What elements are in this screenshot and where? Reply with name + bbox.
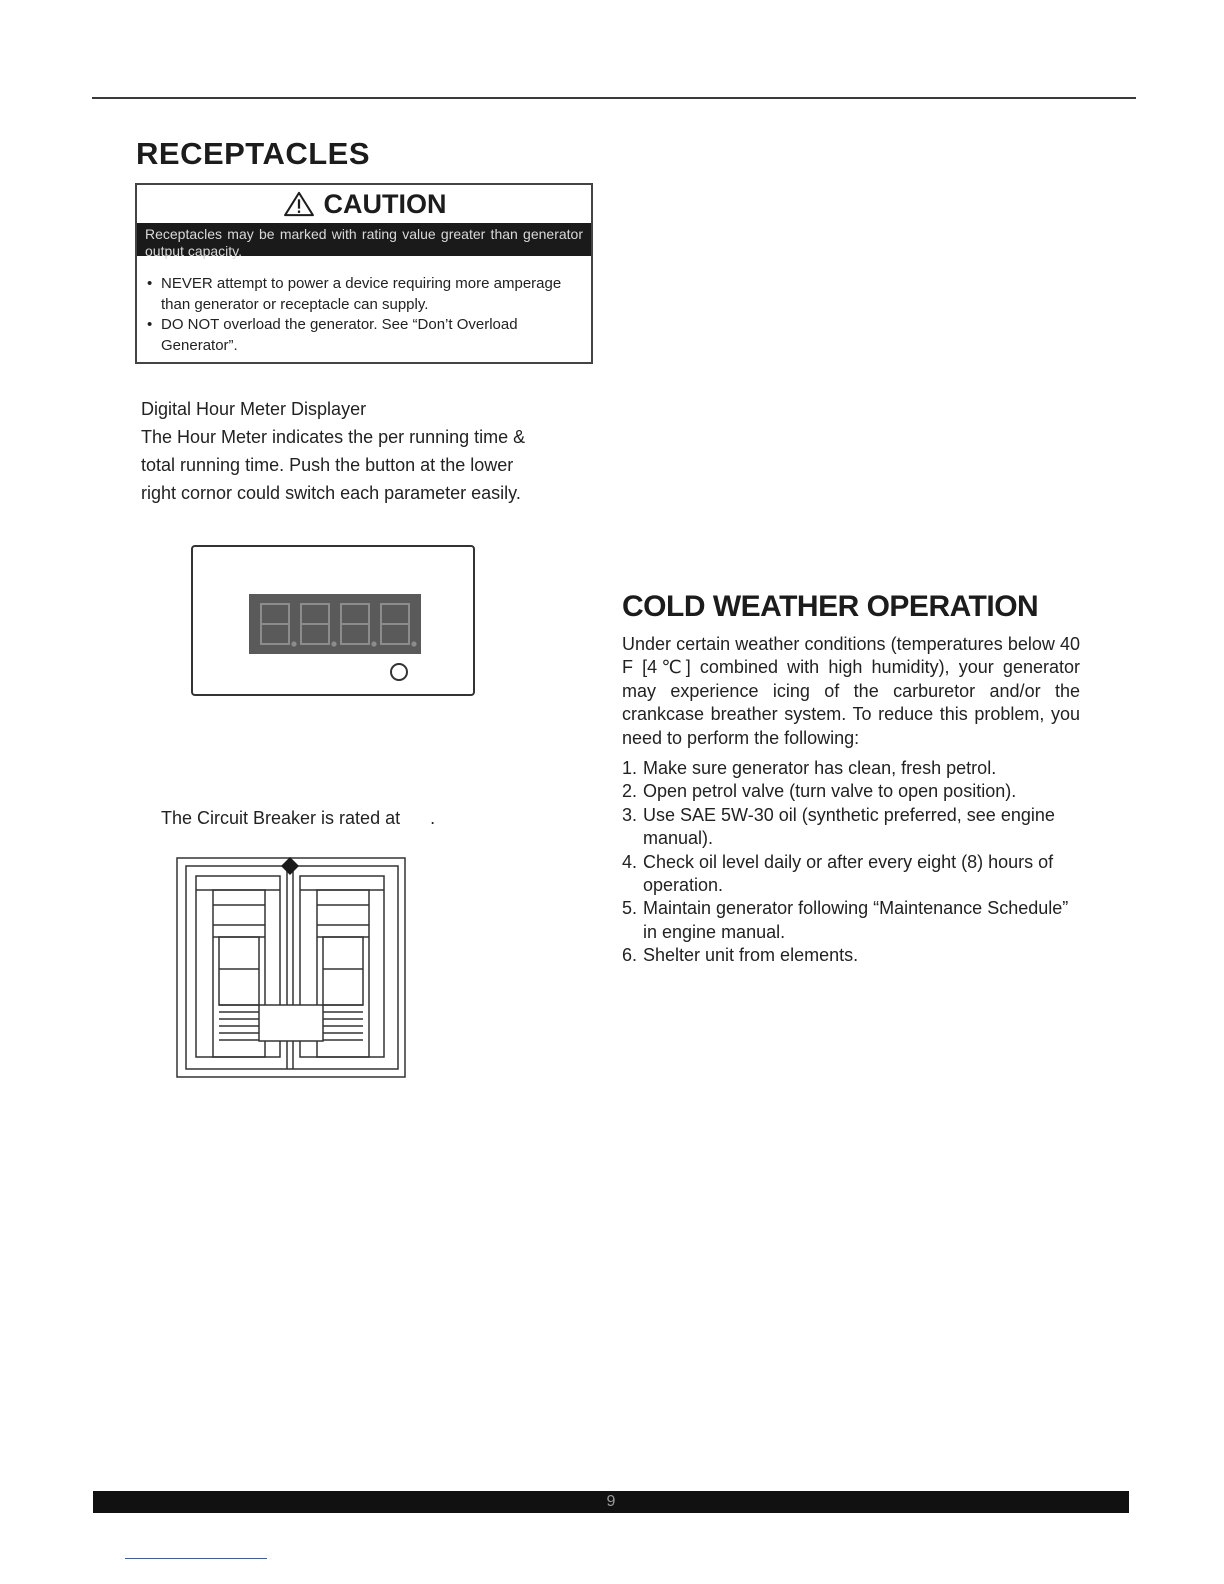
cold-weather-steps (622, 757, 1082, 968)
caution-bullet: • NEVER attempt to power a device requiring more amperage than generator or receptacle can supply. (145, 274, 585, 315)
caution-bullet: • DO NOT overload the generator. See “Don’t Overload Generator”. (145, 315, 585, 356)
footer-bar (93, 1491, 1129, 1513)
caution-warning: Receptacles may be marked with rating value greater than generator output capacity. (137, 223, 591, 256)
hour-meter-line: total running time. Push the button at the lower (141, 455, 514, 475)
step-text: Check oil level daily or after every eight (8) hours of operation. (643, 851, 1054, 896)
step-text: Shelter unit from elements. (643, 945, 859, 966)
step-text: Open petrol valve (turn valve to open position). (643, 781, 1017, 802)
decimal-point (372, 642, 375, 645)
step-text: Make sure generator has clean, fresh petrol. (643, 758, 997, 778)
list-item (622, 897, 1082, 944)
circuit-breaker-diagram (176, 857, 406, 1079)
step-number: 3. (622, 804, 638, 825)
cold-weather-body: Under certain weather conditions (temperatures below 40 F [4℃] combined with high humidity), your generator may experience icing of the carburetor and/or the crankcase breather system. To reduce this problem, you need to perform the following: (622, 634, 1080, 748)
caution-bullets (145, 274, 585, 356)
hour-meter-button (390, 663, 408, 681)
list-item (622, 944, 1082, 967)
hour-meter-description (141, 395, 581, 507)
bottom-link-underline (125, 1558, 267, 1559)
decimal-point (292, 642, 295, 645)
hour-meter-heading: Digital Hour Meter Displayer (141, 399, 367, 419)
step-text: Use SAE 5W-30 oil (synthetic preferred, see engine manual). (643, 804, 1055, 849)
hour-meter-line: right cornor could switch each parameter easily. (141, 483, 521, 503)
hour-meter-line: The Hour Meter indicates the per running time & (141, 427, 526, 447)
step-number: 1. (622, 758, 638, 778)
cold-weather-title: COLD WEATHER OPERATION (622, 590, 1039, 623)
step-number: 6. (622, 945, 638, 966)
step-text: Maintain generator following “Maintenance Schedule” in engine manual. (643, 898, 1069, 942)
hour-meter-display (191, 545, 475, 696)
caution-box (135, 183, 593, 364)
page-number: 9 (606, 1493, 616, 1510)
step-number: 4. (622, 851, 638, 872)
receptacles-title: RECEPTACLES (136, 136, 371, 171)
warning-triangle-icon (282, 191, 316, 217)
list-item (622, 780, 1082, 803)
decimal-point (332, 642, 335, 645)
caution-header (137, 185, 591, 223)
header-rule (92, 97, 1136, 99)
caution-label: CAUTION (323, 189, 447, 219)
list-item (622, 804, 1082, 851)
step-number: 5. (622, 898, 638, 919)
circuit-breaker-text: The Circuit Breaker is rated at . (161, 808, 436, 828)
decimal-point (412, 642, 415, 645)
step-number: 2. (622, 781, 638, 802)
hour-meter-screen (249, 594, 421, 654)
list-item (622, 757, 1082, 780)
list-item (622, 851, 1082, 898)
